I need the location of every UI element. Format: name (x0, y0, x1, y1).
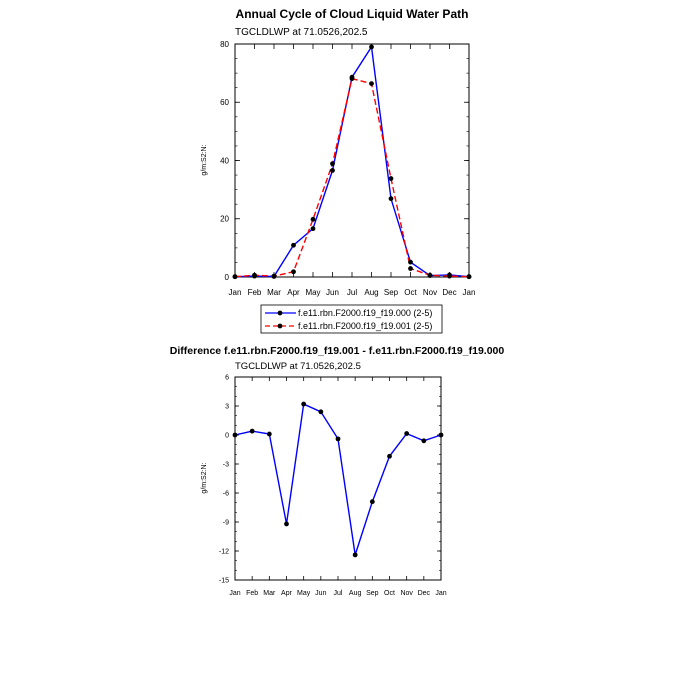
chart2-series (233, 402, 444, 558)
series-0-point (370, 499, 375, 504)
y-tick-label: -3 (222, 461, 229, 469)
legend-label-series-0: f.e11.rbn.F2000.f19_f19.000 (2-5) (298, 308, 433, 318)
series-1-point (408, 266, 413, 271)
chart-annual-cycle (201, 7, 475, 297)
series-1-point (350, 76, 355, 81)
series-0-point (408, 260, 413, 265)
legend-marker-series-0 (278, 311, 283, 316)
x-tick-label: Sep (366, 590, 379, 597)
series-line-0 (235, 47, 469, 277)
y-tick-label: 40 (220, 156, 229, 166)
y-tick-label: 60 (220, 98, 229, 108)
y-tick-label: 0 (225, 432, 229, 440)
x-tick-label: Jan (462, 288, 476, 297)
series-0-point (267, 432, 272, 437)
legend-marker-series-1 (278, 324, 283, 329)
y-tick-label: 0 (224, 272, 229, 282)
x-tick-label: Sep (383, 288, 399, 297)
series-1-point (311, 217, 316, 222)
x-tick-label: Aug (348, 590, 362, 597)
y-tick-label: 80 (220, 39, 229, 49)
x-tick-label: Jan (228, 288, 242, 297)
series-1-point (330, 161, 335, 166)
series-0-point (421, 438, 426, 443)
series-0-point (336, 436, 341, 441)
chart2-title: Difference f.e11.rbn.F2000.f19_f19.001 - f.e11.rbn.F2000.f19_f19.000 (169, 345, 505, 357)
series-0-point (250, 429, 255, 434)
y-tick-label: -6 (222, 490, 229, 498)
x-tick-label: Dec (417, 590, 431, 597)
x-tick-label: May (297, 590, 311, 597)
x-tick-label: Jun (326, 288, 339, 297)
x-tick-label: Feb (247, 288, 262, 297)
x-tick-label: Jan (229, 590, 241, 597)
series-0-point (318, 409, 323, 414)
series-0-point (301, 402, 306, 407)
chart-difference (170, 345, 505, 597)
series-0-point (439, 433, 444, 438)
x-tick-label: Apr (281, 590, 292, 597)
legend (261, 305, 442, 333)
chart2-ylabel: g/m:S2:N: (201, 462, 208, 494)
series-line-1 (235, 79, 469, 277)
series-1-point (291, 269, 296, 274)
series-0-point (311, 226, 316, 231)
y-tick-label: -12 (218, 548, 229, 556)
x-tick-label: Oct (384, 590, 395, 597)
chart2-plot-frame (235, 377, 441, 580)
y-tick-label: 20 (220, 214, 229, 224)
series-0-point (233, 433, 238, 438)
x-tick-label: Aug (364, 288, 379, 297)
series-0-point (404, 431, 409, 436)
x-tick-label: Apr (287, 288, 300, 297)
x-tick-label: Jul (333, 590, 343, 597)
x-tick-label: Jan (435, 590, 447, 597)
chart2-axes (219, 374, 447, 597)
y-tick-label: 3 (225, 403, 229, 411)
x-tick-label: Mar (267, 288, 281, 297)
x-tick-label: Feb (246, 590, 259, 597)
x-tick-label: Nov (422, 288, 438, 297)
x-tick-label: Oct (404, 288, 417, 297)
x-tick-label: May (305, 288, 321, 297)
series-1-point (252, 273, 257, 278)
x-tick-label: Dec (442, 288, 457, 297)
series-0-point (330, 168, 335, 173)
chart1-ylabel: g/m:S2:N: (201, 144, 208, 176)
x-tick-label: Mar (263, 590, 276, 597)
series-0-point (389, 196, 394, 201)
series-1-point (428, 273, 433, 278)
y-tick-label: -9 (222, 519, 229, 527)
y-tick-label: -15 (218, 577, 229, 585)
series-1-point (389, 176, 394, 181)
series-1-point (272, 274, 277, 279)
series-1-point (447, 274, 452, 279)
series-0-point (291, 243, 296, 248)
chart1-axes (220, 40, 475, 297)
series-line-0 (235, 404, 441, 555)
series-0-point (387, 454, 392, 459)
x-tick-label: Nov (400, 590, 413, 597)
x-tick-label: Jul (346, 288, 358, 297)
series-1-point (233, 274, 238, 279)
x-tick-label: Jun (315, 590, 327, 597)
series-0-point (353, 552, 358, 557)
series-1-point (369, 81, 374, 86)
y-tick-label: 6 (225, 374, 229, 382)
chart1-series (233, 45, 472, 280)
chart2-subtitle: TGCLDLWP at 71.0526,202.5 (235, 361, 361, 372)
chart1-subtitle: TGCLDLWP at 71.0526,202.5 (235, 27, 368, 38)
legend-label-series-1: f.e11.rbn.F2000.f19_f19.001 (2-5) (298, 321, 433, 331)
series-0-point (284, 522, 289, 527)
series-1-point (467, 274, 472, 279)
series-0-point (369, 45, 374, 50)
chart1-title: Annual Cycle of Cloud Liquid Water Path (235, 7, 469, 21)
